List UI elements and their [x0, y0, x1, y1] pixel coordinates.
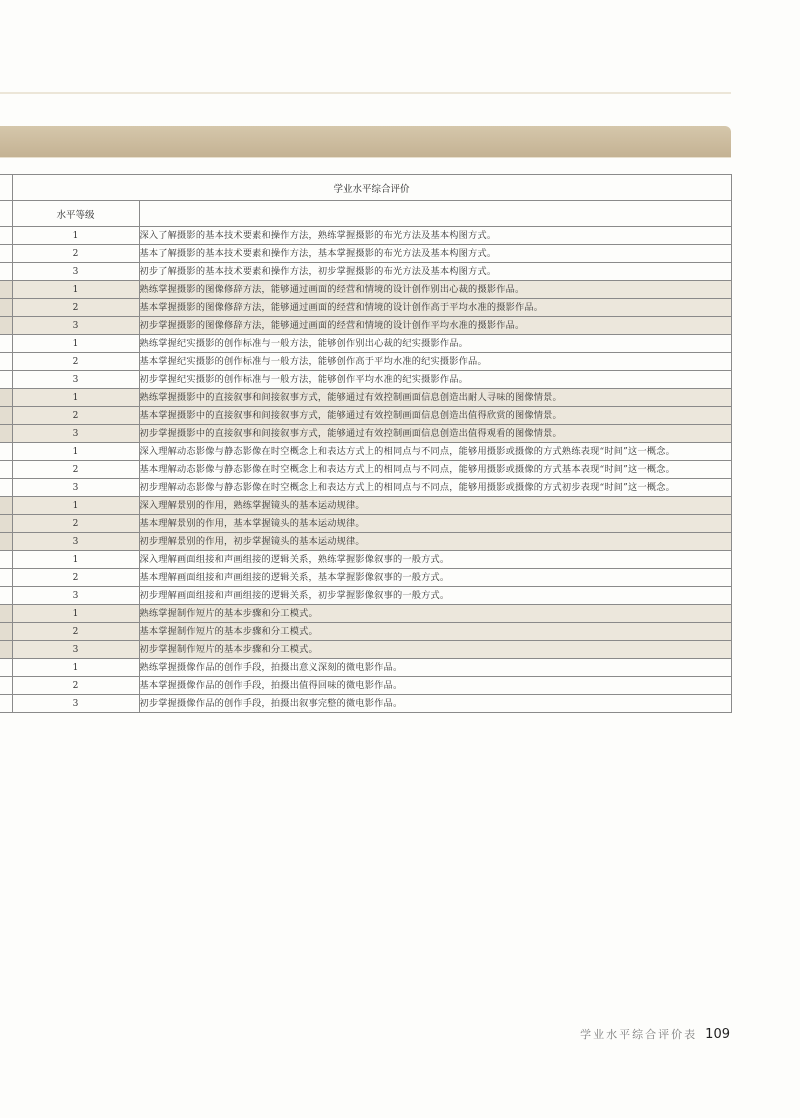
stub-cell	[0, 533, 12, 551]
level-cell: 3	[12, 317, 139, 335]
level-cell: 2	[12, 407, 139, 425]
stub-cell	[0, 371, 12, 389]
table-row	[0, 389, 731, 407]
description-cell: 基本理解景别的作用，基本掌握镜头的基本运动规律。	[139, 515, 731, 533]
stub-cell	[0, 353, 12, 371]
table-row	[0, 551, 731, 569]
level-cell: 3	[12, 371, 139, 389]
level-cell: 1	[12, 281, 139, 299]
table-header-row	[0, 175, 731, 201]
description-cell: 基本掌握摄影中的直接叙事和间接叙事方式，能够通过有效控制画面信息创造出值得欣赏的图像情景。	[139, 407, 731, 425]
stub-cell	[0, 281, 12, 299]
level-cell: 2	[12, 515, 139, 533]
stub-cell	[0, 605, 12, 623]
stub-cell	[0, 479, 12, 497]
description-cell: 初步掌握制作短片的基本步骤和分工模式。	[139, 641, 731, 659]
description-cell: 深入理解动态影像与静态影像在时空概念上和表达方式上的相同点与不同点，能够用摄影或摄像的方式熟练表现“时间”这一概念。	[139, 443, 731, 461]
stub-cell	[0, 569, 12, 587]
stub-cell	[0, 227, 12, 245]
description-cell: 基本了解摄影的基本技术要素和操作方法，基本掌握摄影的布光方法及基本构图方式。	[139, 245, 731, 263]
level-cell: 1	[12, 335, 139, 353]
table-group-title: 学业水平综合评价	[12, 175, 731, 201]
description-cell: 基本理解动态影像与静态影像在时空概念上和表达方式上的相同点与不同点，能够用摄影或摄像的方式基本表现“时间”这一概念。	[139, 461, 731, 479]
stub-cell	[0, 335, 12, 353]
stub-cell	[0, 201, 12, 227]
footer-title: 学业水平综合评价表	[580, 1028, 698, 1041]
level-cell: 3	[12, 587, 139, 605]
table-row	[0, 587, 731, 605]
stub-cell	[0, 461, 12, 479]
table-row	[0, 425, 731, 443]
level-cell: 1	[12, 605, 139, 623]
description-cell: 熟练掌握制作短片的基本步骤和分工模式。	[139, 605, 731, 623]
table-row	[0, 623, 731, 641]
table-row	[0, 263, 731, 281]
section-header-band	[0, 126, 731, 157]
description-cell: 基本掌握制作短片的基本步骤和分工模式。	[139, 623, 731, 641]
level-cell: 2	[12, 461, 139, 479]
table-row	[0, 299, 731, 317]
description-cell: 基本掌握摄像作品的创作手段，拍摄出值得回味的微电影作品。	[139, 677, 731, 695]
stub-cell	[0, 695, 12, 713]
stub-cell	[0, 587, 12, 605]
stub-cell	[0, 175, 12, 201]
table-row	[0, 659, 731, 677]
top-divider	[0, 92, 731, 94]
table-row	[0, 317, 731, 335]
description-cell: 熟练掌握摄像作品的创作手段，拍摄出意义深刻的微电影作品。	[139, 659, 731, 677]
stub-cell	[0, 389, 12, 407]
description-cell: 深入了解摄影的基本技术要素和操作方法，熟练掌握摄影的布光方法及基本构图方式。	[139, 227, 731, 245]
evaluation-table	[0, 174, 732, 713]
level-cell: 2	[12, 245, 139, 263]
table-row	[0, 569, 731, 587]
description-cell: 初步理解画面组接和声画组接的逻辑关系，初步掌握影像叙事的一般方式。	[139, 587, 731, 605]
description-cell: 深入理解画面组接和声画组接的逻辑关系，熟练掌握影像叙事的一般方式。	[139, 551, 731, 569]
table-row	[0, 695, 731, 713]
page-number: 109	[705, 1027, 730, 1042]
level-cell: 3	[12, 641, 139, 659]
description-cell: 基本掌握摄影的图像修辞方法，能够通过画面的经营和情境的设计创作高于平均水准的摄影作品。	[139, 299, 731, 317]
description-cell: 初步理解动态影像与静态影像在时空概念上和表达方式上的相同点与不同点，能够用摄影或摄像的方式初步表现“时间”这一概念。	[139, 479, 731, 497]
level-cell: 2	[12, 299, 139, 317]
table-subheader-row	[0, 201, 731, 227]
stub-cell	[0, 425, 12, 443]
table-row	[0, 371, 731, 389]
table-row	[0, 641, 731, 659]
table-row	[0, 677, 731, 695]
level-cell: 1	[12, 497, 139, 515]
level-cell: 3	[12, 479, 139, 497]
description-cell: 基本理解画面组接和声画组接的逻辑关系，基本掌握影像叙事的一般方式。	[139, 569, 731, 587]
description-cell: 熟练掌握摄影的图像修辞方法，能够通过画面的经营和情境的设计创作别出心裁的摄影作品。	[139, 281, 731, 299]
level-cell: 2	[12, 353, 139, 371]
description-column-header	[139, 201, 731, 227]
level-cell: 3	[12, 533, 139, 551]
table-row	[0, 443, 731, 461]
level-cell: 1	[12, 443, 139, 461]
level-cell: 3	[12, 425, 139, 443]
stub-cell	[0, 677, 12, 695]
table-row	[0, 245, 731, 263]
table-row	[0, 353, 731, 371]
stub-cell	[0, 443, 12, 461]
table-row	[0, 461, 731, 479]
table-row	[0, 281, 731, 299]
description-cell: 初步掌握摄像作品的创作手段，拍摄出叙事完整的微电影作品。	[139, 695, 731, 713]
level-cell: 2	[12, 677, 139, 695]
level-cell: 1	[12, 227, 139, 245]
table-row	[0, 335, 731, 353]
level-cell: 3	[12, 695, 139, 713]
description-cell: 初步掌握纪实摄影的创作标准与一般方法，能够创作平均水准的纪实摄影作品。	[139, 371, 731, 389]
table-row	[0, 479, 731, 497]
stub-cell	[0, 407, 12, 425]
stub-cell	[0, 641, 12, 659]
table-row	[0, 497, 731, 515]
stub-cell	[0, 659, 12, 677]
description-cell: 熟练掌握摄影中的直接叙事和间接叙事方式，能够通过有效控制画面信息创造出耐人寻味的图像情景。	[139, 389, 731, 407]
stub-cell	[0, 299, 12, 317]
description-cell: 熟练掌握纪实摄影的创作标准与一般方法，能够创作别出心裁的纪实摄影作品。	[139, 335, 731, 353]
stub-cell	[0, 263, 12, 281]
table-row	[0, 533, 731, 551]
table-row	[0, 227, 731, 245]
level-cell: 1	[12, 659, 139, 677]
stub-cell	[0, 623, 12, 641]
stub-cell	[0, 245, 12, 263]
description-cell: 基本掌握纪实摄影的创作标准与一般方法，能够创作高于平均水准的纪实摄影作品。	[139, 353, 731, 371]
level-cell: 3	[12, 263, 139, 281]
description-cell: 初步了解摄影的基本技术要素和操作方法，初步掌握摄影的布光方法及基本构图方式。	[139, 263, 731, 281]
table-row	[0, 515, 731, 533]
level-cell: 2	[12, 569, 139, 587]
page-footer	[580, 1026, 730, 1042]
description-cell: 初步掌握摄影的图像修辞方法，能够通过画面的经营和情境的设计创作平均水准的摄影作品。	[139, 317, 731, 335]
stub-cell	[0, 317, 12, 335]
description-cell: 深入理解景别的作用，熟练掌握镜头的基本运动规律。	[139, 497, 731, 515]
description-cell: 初步掌握摄影中的直接叙事和间接叙事方式，能够通过有效控制画面信息创造出值得观看的图像情景。	[139, 425, 731, 443]
level-cell: 1	[12, 551, 139, 569]
level-column-header: 水平等级	[12, 201, 139, 227]
stub-cell	[0, 551, 12, 569]
level-cell: 2	[12, 623, 139, 641]
level-cell: 1	[12, 389, 139, 407]
table-row	[0, 605, 731, 623]
stub-cell	[0, 497, 12, 515]
description-cell: 初步理解景别的作用，初步掌握镜头的基本运动规律。	[139, 533, 731, 551]
stub-cell	[0, 515, 12, 533]
table-row	[0, 407, 731, 425]
